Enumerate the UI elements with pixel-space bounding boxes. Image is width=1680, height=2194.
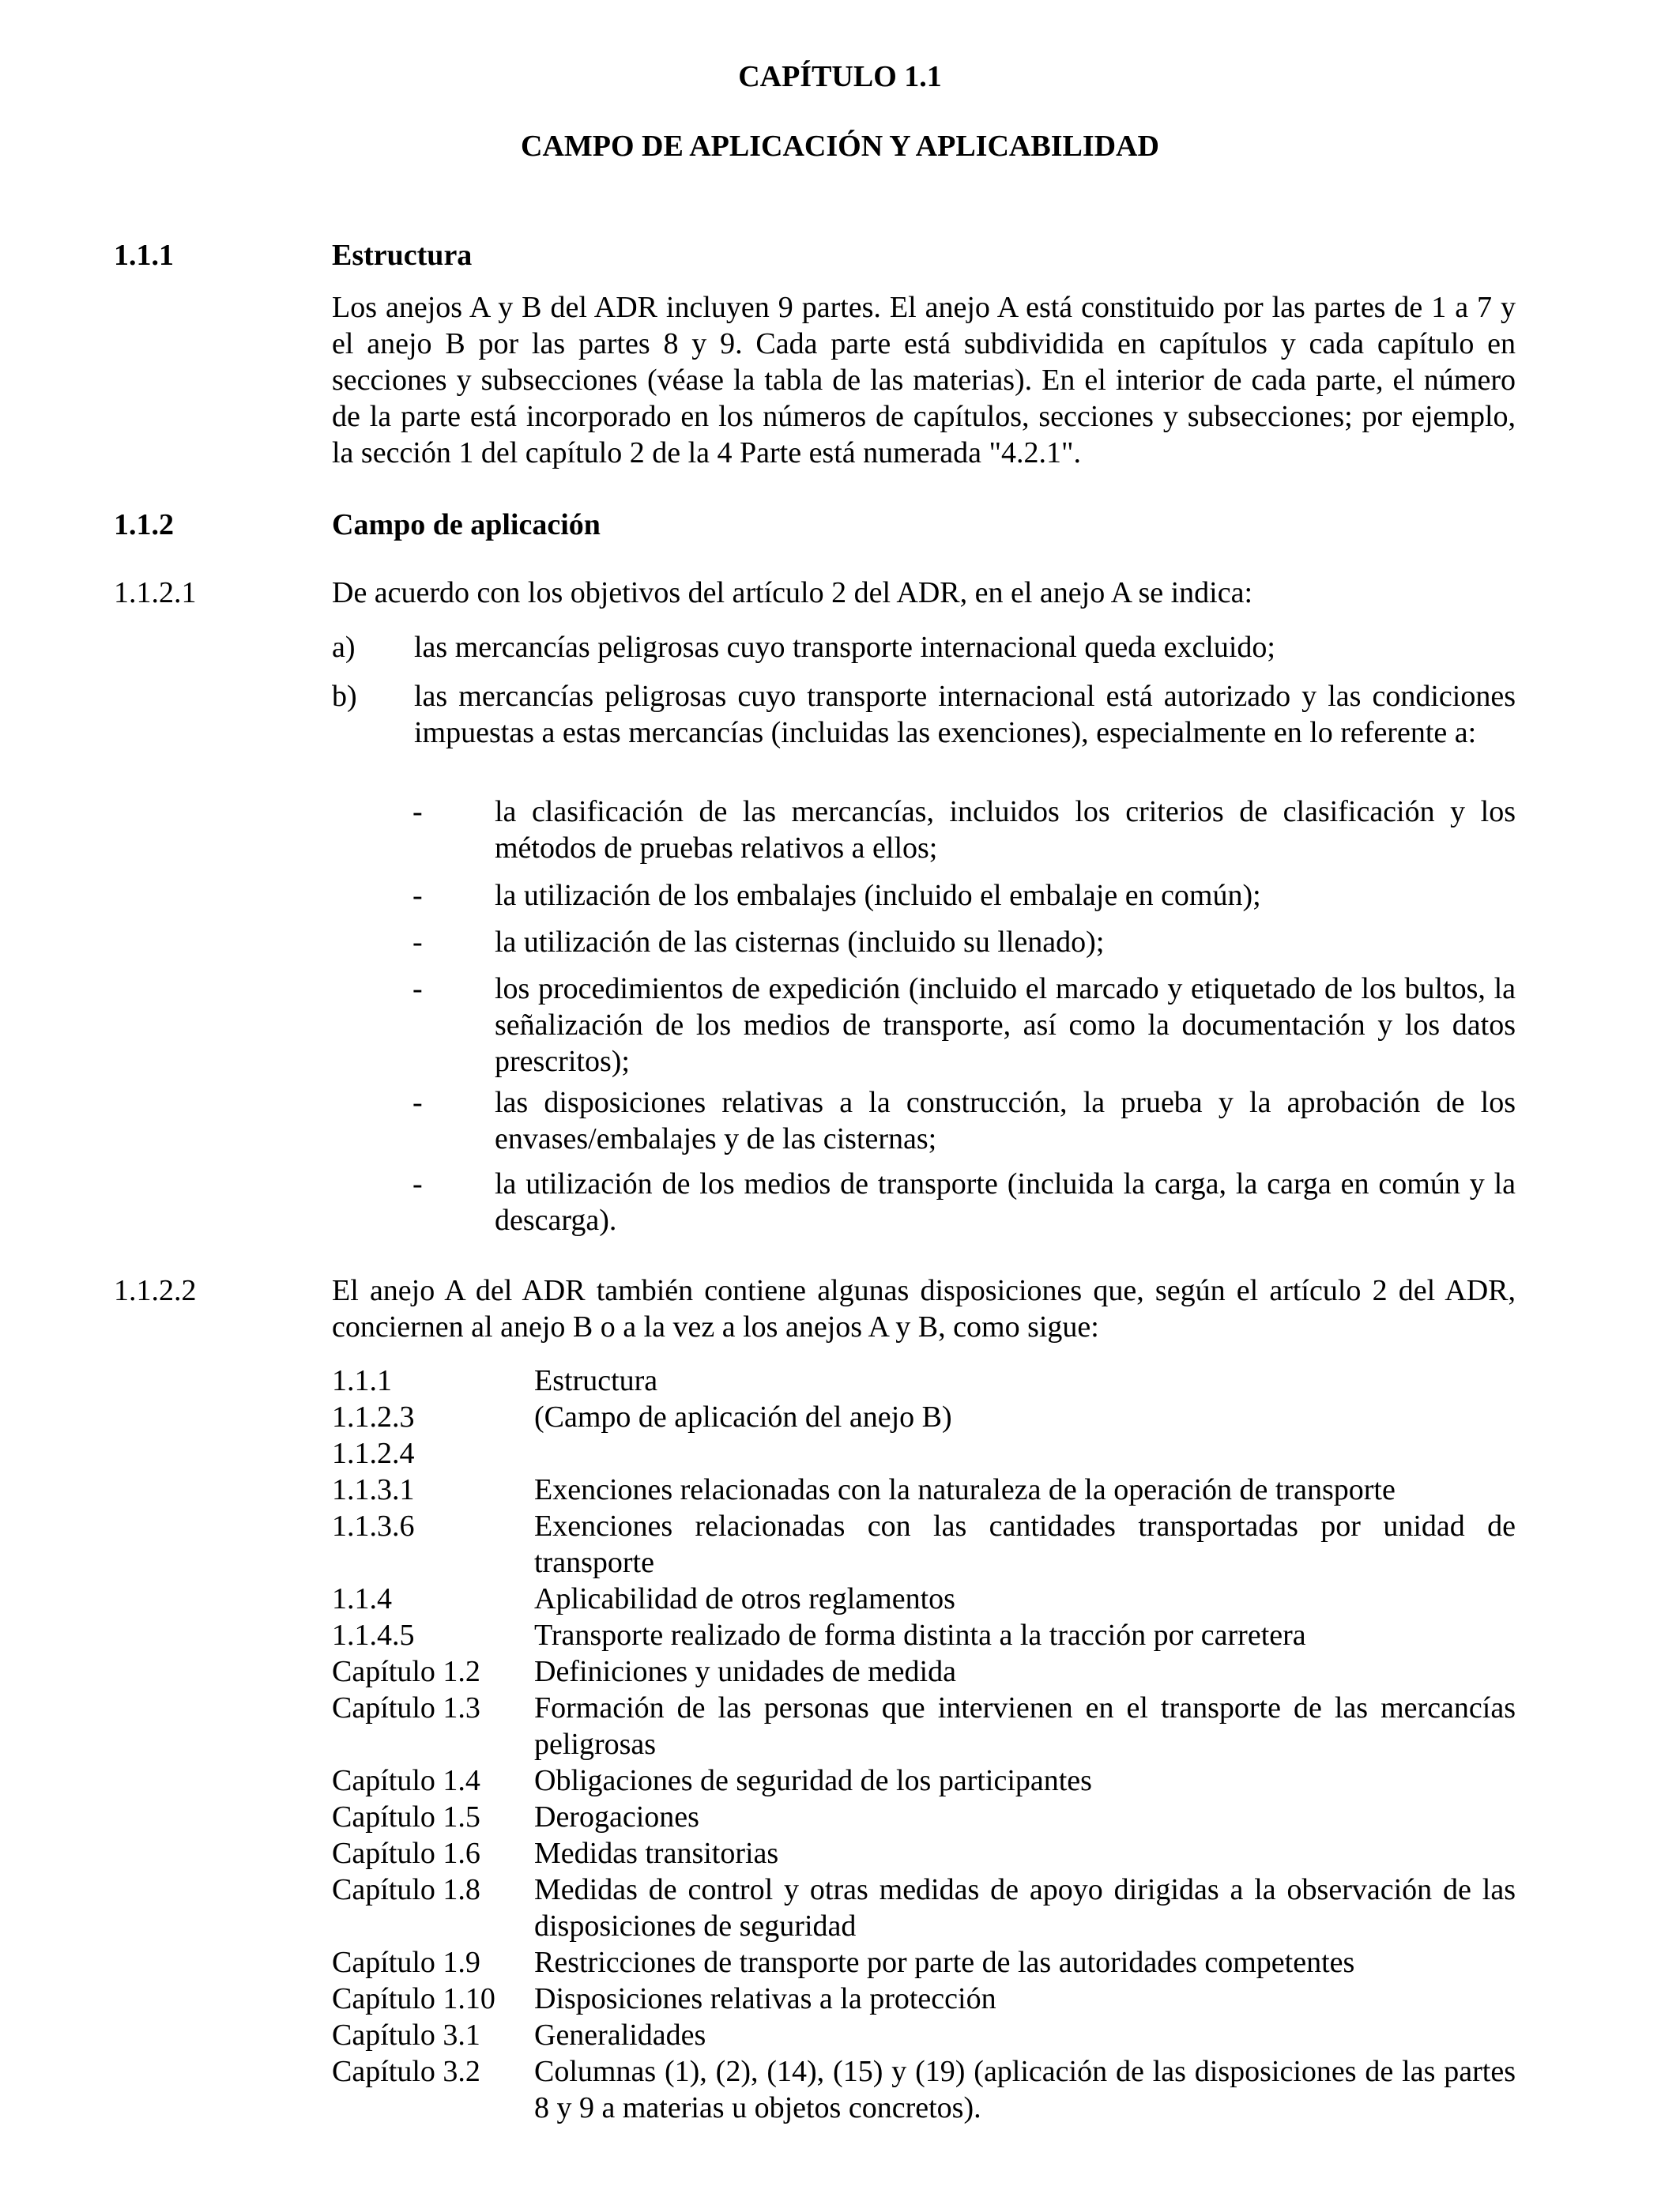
ref-number: Capítulo 1.5: [332, 1800, 480, 1834]
ref-number: 1.1.3.6: [332, 1510, 415, 1543]
dash-item-text: las disposiciones relativas a la construcción, la prueba y la aprobación de los envases/embalajes y de las cisternas;: [495, 1086, 1516, 1155]
subsection-number: 1.1.2.1: [114, 576, 197, 609]
ref-text: Formación de las personas que intervienen en el transporte de las mercancías peligrosas: [534, 1691, 1516, 1761]
dash-item-text: la utilización de las cisternas (incluido su llenado);: [495, 925, 1105, 959]
ref-text: Transporte realizado de forma distinta a la tracción por carretera: [534, 1619, 1306, 1652]
ref-number: 1.1.4: [332, 1582, 392, 1615]
ref-text: Disposiciones relativas a la protección: [534, 1982, 996, 2015]
ref-number: Capítulo 3.2: [332, 2055, 480, 2088]
ref-number: Capítulo 1.9: [332, 1946, 480, 1979]
section-title: Campo de aplicación: [332, 508, 601, 541]
ref-text: Exenciones relacionadas con las cantidades transportadas por unidad de transporte: [534, 1510, 1516, 1579]
ref-text: Derogaciones: [534, 1800, 699, 1834]
dash-bullet: -: [412, 1167, 423, 1201]
ref-number: 1.1.2.4: [332, 1437, 415, 1470]
section-number: 1.1.2: [114, 508, 174, 541]
ref-number: Capítulo 1.10: [332, 1982, 495, 2015]
chapter-subtitle: CAMPO DE APLICACIÓN Y APLICABILIDAD: [521, 130, 1159, 163]
ref-text: Aplicabilidad de otros reglamentos: [534, 1582, 955, 1615]
subsection-intro: De acuerdo con los objetivos del artículo 2 del ADR, en el anejo A se indica:: [332, 576, 1253, 609]
list-item-text: las mercancías peligrosas cuyo transporte internacional queda excluido;: [414, 631, 1275, 664]
ref-number: 1.1.4.5: [332, 1619, 415, 1652]
section-paragraph: Los anejos A y B del ADR incluyen 9 partes. El anejo A está constituido por las partes de 1 a 7 y el anejo B por las partes 8 y 9. Cada parte está subdividida en capítulos y cada capítulo en secciones y subsecciones (véase la tabla de las materias). En el interior de cada parte, el número de la parte está incorporado en los números de capítulos, secciones y subsecciones; por ejemplo, la sección 1 del capítulo 2 de la 4 Parte está numerada "4.2.1".: [332, 291, 1516, 469]
chapter-title: CAPÍTULO 1.1: [738, 60, 942, 93]
dash-bullet: -: [412, 972, 423, 1005]
ref-text: Columnas (1), (2), (14), (15) y (19) (aplicación de las disposiciones de las partes 8 y 9 a materias u objetos concretos).: [534, 2055, 1516, 2124]
dash-item-text: la clasificación de las mercancías, incluidos los criterios de clasificación y los métodos de pruebas relativos a ellos;: [495, 795, 1516, 865]
ref-text: Medidas de control y otras medidas de apoyo dirigidas a la observación de las disposiciones de seguridad: [534, 1873, 1516, 1943]
ref-number: Capítulo 1.2: [332, 1655, 480, 1688]
ref-text: Estructura: [534, 1364, 658, 1397]
ref-number: Capítulo 1.3: [332, 1691, 480, 1725]
dash-item-text: los procedimientos de expedición (incluido el marcado y etiquetado de los bultos, la señalización de los medios de transporte, así como la documentación y los datos prescritos);: [495, 972, 1516, 1078]
dash-bullet: -: [412, 1086, 423, 1119]
ref-text: Definiciones y unidades de medida: [534, 1655, 956, 1688]
ref-number: 1.1.2.3: [332, 1400, 415, 1434]
list-item-text: las mercancías peligrosas cuyo transporte internacional está autorizado y las condiciones impuestas a estas mercancías (incluidas las exenciones), especialmente en lo referente a:: [414, 680, 1516, 749]
dash-item-text: la utilización de los embalajes (incluido el embalaje en común);: [495, 879, 1261, 912]
ref-text: Obligaciones de seguridad de los participantes: [534, 1764, 1092, 1797]
dash-item-text: la utilización de los medios de transporte (incluida la carga, la carga en común y la descarga).: [495, 1167, 1516, 1237]
ref-number: 1.1.3.1: [332, 1473, 415, 1506]
dash-bullet: -: [412, 879, 423, 912]
section-number: 1.1.1: [114, 239, 174, 272]
ref-text: Exenciones relacionadas con la naturaleza de la operación de transporte: [534, 1473, 1396, 1506]
section-title: Estructura: [332, 239, 473, 272]
subsection-number: 1.1.2.2: [114, 1274, 197, 1307]
ref-number: Capítulo 1.4: [332, 1764, 480, 1797]
list-item-label: a): [332, 631, 356, 664]
ref-number: Capítulo 1.6: [332, 1837, 480, 1870]
ref-text: Restricciones de transporte por parte de las autoridades competentes: [534, 1946, 1355, 1979]
ref-text: Medidas transitorias: [534, 1837, 779, 1870]
ref-text: Generalidades: [534, 2019, 706, 2052]
ref-text: (Campo de aplicación del anejo B): [534, 1400, 952, 1434]
list-item-label: b): [332, 680, 357, 713]
ref-number: Capítulo 1.8: [332, 1873, 480, 1906]
dash-bullet: -: [412, 925, 423, 959]
dash-bullet: -: [412, 795, 423, 828]
ref-number: Capítulo 3.1: [332, 2019, 480, 2052]
subsection-intro: El anejo A del ADR también contiene algunas disposiciones que, según el artículo 2 del ADR, conciernen al anejo B o a la vez a los anejos A y B, como sigue:: [332, 1274, 1516, 1344]
ref-number: 1.1.1: [332, 1364, 392, 1397]
